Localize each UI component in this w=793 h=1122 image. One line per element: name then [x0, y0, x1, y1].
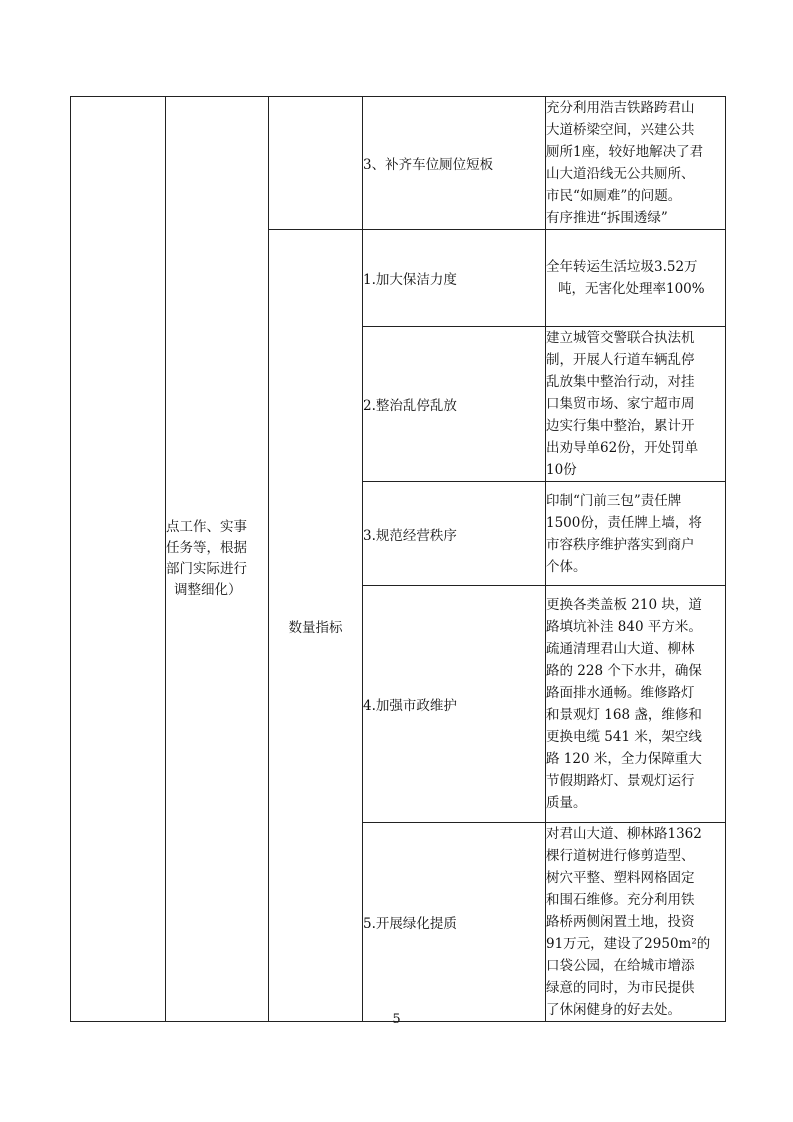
task-cell: 5.开展绿化提质: [363, 823, 546, 1022]
description-line: 节假期路灯、景观灯运行: [546, 773, 695, 789]
description-line: 91万元，建设了2950m²的: [546, 936, 711, 952]
description-cell: [546, 823, 726, 1022]
note-line: 点工作、实事: [166, 519, 247, 535]
description-line: 路填坑补洼 840 平方米。: [546, 619, 702, 635]
description-line: 树穴平整、塑料网格固定: [546, 870, 695, 886]
description-line: 大道桥梁空间，兴建公共: [546, 122, 695, 138]
blank-first-column-cell: [71, 97, 166, 1022]
description-cell: [546, 586, 726, 823]
task-cell: 1.加大保洁力度: [363, 230, 546, 327]
description-line: 对君山大道、柳林路1362: [546, 826, 702, 842]
note-line: 任务等，根据: [166, 540, 247, 556]
note-cell: [166, 97, 269, 1022]
description-line: 和围石维修。充分利用铁: [546, 892, 695, 908]
description-line: 市容秩序维护落实到商户: [546, 536, 695, 553]
description-line: 10份: [546, 462, 577, 478]
page-number: 5: [392, 1012, 401, 1027]
description-line: 山大道沿线无公共厕所、: [546, 166, 695, 182]
description-line: 质量。: [546, 795, 587, 811]
performance-indicator-table: [70, 96, 726, 1022]
task-cell: 3.规范经营秩序: [363, 482, 546, 586]
description-cell: [546, 482, 726, 586]
category-cell: 数量指标: [269, 230, 363, 1022]
description-line: 充分利用浩吉铁路跨君山: [546, 100, 695, 116]
description-line: 更换电缆 541 米，架空线: [546, 729, 702, 745]
description-line: 个体。: [546, 558, 587, 575]
description-line: 建立城管交警联合执法机: [546, 330, 695, 346]
description-line: 全年转运生活垃圾3.52万: [546, 259, 698, 275]
description-line: 口袋公园，在给城市增添: [546, 958, 695, 974]
description-line: 边实行集中整治，累计开: [546, 418, 695, 434]
description-line: 了休闲健身的好去处。: [546, 1002, 681, 1018]
description-line: 更换各类盖板 210 块，道: [546, 597, 702, 613]
note-line: 调整细化）: [174, 582, 242, 598]
description-line: 制，开展人行道车辆乱停: [546, 352, 695, 368]
description-line: 路面排水通畅。维修路灯: [546, 685, 695, 701]
note-line: 部门实际进行: [166, 561, 247, 577]
description-line: 市民“如厕难”的问题。: [546, 188, 682, 204]
description-line: 吨，无害化处理率100%: [558, 281, 705, 297]
description-line: 口集贸市场、家宁超市周: [546, 396, 695, 412]
description-line: 路 120 米，全力保障重大: [546, 751, 702, 767]
description-line: 1500份，责任牌上墙，将: [546, 514, 702, 531]
task-cell: 3、补齐车位厕位短板: [363, 97, 546, 230]
blank-category-cell: [269, 97, 363, 230]
description-line: 有序推进“拆围透绿”: [546, 210, 668, 226]
description-cell: [546, 97, 726, 230]
table-row: [71, 97, 726, 230]
description-line: 乱放集中整治行动，对挂: [546, 374, 695, 390]
description-cell: [546, 327, 726, 482]
description-line: 厕所1座，较好地解决了君: [546, 144, 704, 160]
description-line: 疏通清理君山大道、柳林: [546, 641, 695, 657]
description-cell: [546, 230, 726, 327]
task-cell: 2.整治乱停乱放: [363, 327, 546, 482]
task-cell: 4.加强市政维护: [363, 586, 546, 823]
description-line: 和景观灯 168 盏，维修和: [546, 707, 702, 723]
description-line: 出劝导单62份，开处罚单: [546, 440, 699, 456]
description-line: 路桥两侧闲置土地，投资: [546, 914, 695, 930]
description-line: 绿意的同时，为市民提供: [546, 980, 695, 996]
description-line: 棵行道树进行修剪造型、: [546, 848, 695, 864]
description-line: 印制“门前三包”责任牌: [546, 492, 682, 509]
description-line: 路的 228 个下水井，确保: [546, 663, 702, 679]
